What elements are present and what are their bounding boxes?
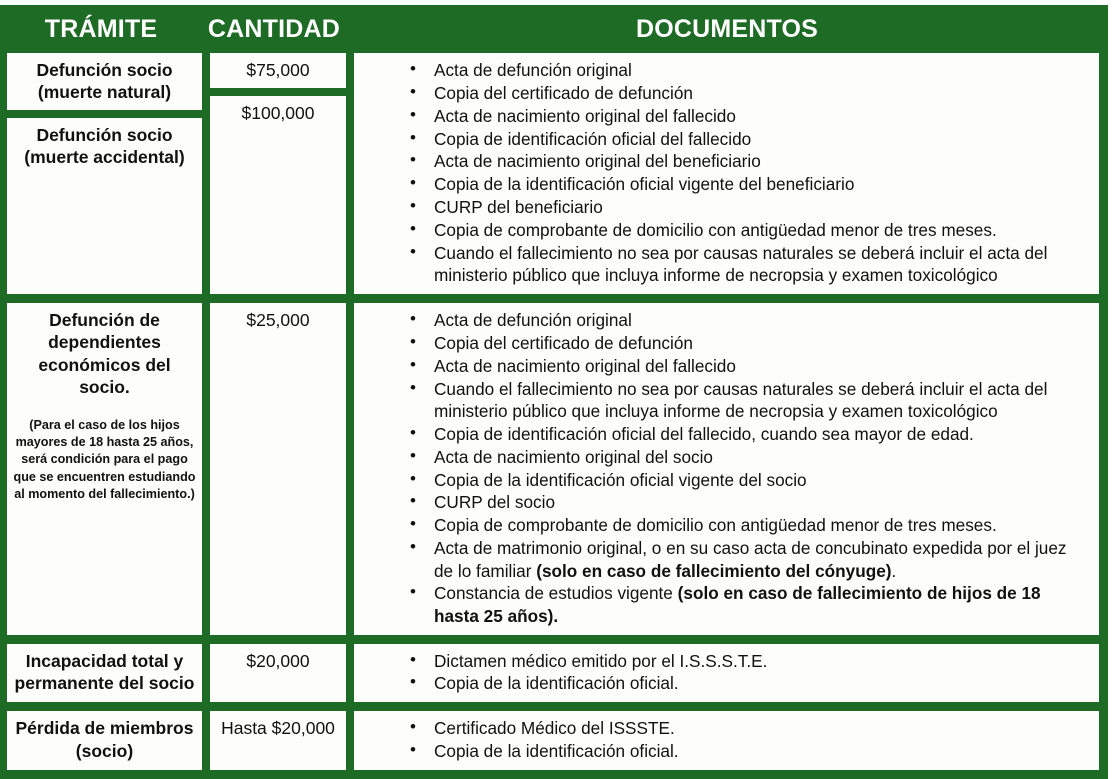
benefits-table bbox=[0, 5, 1108, 779]
documento-item: • Dictamen médico emitido por el I.S.S.S.T.E. bbox=[410, 650, 1089, 672]
table-body bbox=[0, 53, 1108, 770]
documento-item: • CURP del beneficiario bbox=[410, 196, 1089, 218]
documento-item: • Constancia de estudios vigente (solo en caso de fallecimiento de hijos de 18 hasta 25 años). bbox=[410, 582, 1089, 627]
tramite-title-line: Defunción socio bbox=[36, 124, 173, 145]
tramite-title-line: económicos del socio. bbox=[38, 354, 171, 398]
documento-item: • Copia de la identificación oficial. bbox=[410, 672, 1089, 694]
table-row-group bbox=[0, 294, 1108, 635]
documento-item: • Copia de identificación oficial del fallecido bbox=[410, 128, 1089, 150]
cantidad-column bbox=[210, 644, 346, 703]
cantidad-column bbox=[210, 53, 346, 294]
tramite-note: (Para el caso de los hijos mayores de 18 hasta 25 años, será condición para el pago que se encuentren estudiando al momento del fallecimiento.) bbox=[13, 417, 196, 502]
table-row-group bbox=[0, 53, 1108, 294]
documento-item: • Copia del certificado de defunción bbox=[410, 332, 1089, 354]
tramite-title bbox=[13, 309, 196, 399]
tramite-title-line: Incapacidad total y bbox=[25, 650, 184, 671]
tramite-title bbox=[15, 650, 195, 695]
cantidad-cell bbox=[210, 711, 346, 770]
tramite-cell bbox=[7, 303, 202, 635]
documento-emphasis: (solo en caso de fallecimiento de hijos de 18 hasta 25 años). bbox=[434, 583, 1041, 626]
documentos-cell bbox=[354, 711, 1099, 770]
tramite-cell bbox=[7, 711, 202, 770]
documento-item: • Acta de nacimiento original del fallecido bbox=[410, 355, 1089, 377]
tramite-cell bbox=[7, 53, 202, 110]
tramite-title bbox=[16, 717, 194, 762]
documento-emphasis: (solo en caso de fallecimiento del cónyuge) bbox=[536, 560, 892, 581]
tramite-title-line: Pérdida de miembros bbox=[15, 718, 194, 739]
documentos-cell bbox=[354, 53, 1099, 294]
column-header-documentos: DOCUMENTOS bbox=[635, 14, 819, 43]
documento-item: • Acta de nacimiento original del fallecido bbox=[410, 105, 1089, 127]
cantidad-column bbox=[210, 711, 346, 770]
documento-item: • Acta de matrimonio original, o en su caso acta de concubinato expedida por el juez de lo familiar (solo en caso de fallecimiento del cónyuge). bbox=[410, 537, 1089, 582]
tramite-title-line: Defunción socio bbox=[36, 60, 173, 80]
documento-item: • Copia de comprobante de domicilio con antigüedad menor de tres meses. bbox=[410, 514, 1089, 536]
documentos-cell bbox=[354, 644, 1099, 703]
documento-item: • Cuando el fallecimiento no sea por causas naturales se deberá incluir el acta del ministerio público que incluya informe de necropsia y examen toxicológico bbox=[410, 378, 1089, 423]
cantidad-column bbox=[210, 303, 346, 635]
cantidad-value: $100,000 bbox=[241, 102, 315, 123]
cantidad-cell bbox=[210, 303, 346, 635]
documentos-list bbox=[364, 650, 1089, 695]
documentos-cell bbox=[354, 303, 1099, 635]
documento-item: • Copia de la identificación oficial vigente del beneficiario bbox=[410, 173, 1089, 195]
documento-item: • Copia del certificado de defunción bbox=[410, 82, 1089, 104]
table-header-row bbox=[0, 5, 1108, 53]
tramite-cell bbox=[7, 118, 202, 294]
tramite-cell bbox=[7, 644, 202, 703]
documento-item: • Copia de la identificación oficial. bbox=[410, 740, 1089, 762]
table-row-group bbox=[0, 702, 1108, 770]
tramite-column bbox=[7, 53, 202, 294]
tramite-title-line: (muerte natural) bbox=[37, 82, 172, 103]
documento-item: • CURP del socio bbox=[410, 491, 1089, 513]
tramite-column bbox=[7, 644, 202, 703]
documento-item: • Copia de comprobante de domicilio con antigüedad menor de tres meses. bbox=[410, 219, 1089, 241]
table-row-group bbox=[0, 635, 1108, 703]
cantidad-value: $75,000 bbox=[246, 60, 310, 80]
documento-item: • Certificado Médico del ISSSTE. bbox=[410, 717, 1089, 739]
documento-item: • Copia de la identificación oficial vigente del socio bbox=[410, 469, 1089, 491]
tramite-title-line: dependientes bbox=[48, 332, 161, 353]
cantidad-cell bbox=[210, 96, 346, 294]
tramite-title bbox=[24, 124, 184, 169]
documento-item: • Copia de identificación oficial del fallecido, cuando sea mayor de edad. bbox=[410, 423, 1089, 445]
tramite-title-line: (socio) bbox=[75, 740, 134, 761]
documento-item: • Cuando el fallecimiento no sea por causas naturales se deberá incluir el acta del ministerio público que incluya informe de necropsia y examen toxicológico bbox=[410, 242, 1089, 287]
documentos-list bbox=[364, 309, 1089, 627]
documento-item: • Acta de defunción original bbox=[410, 59, 1089, 81]
documentos-list bbox=[364, 59, 1089, 287]
cantidad-cell bbox=[210, 53, 346, 88]
documentos-list bbox=[364, 717, 1089, 762]
tramite-title bbox=[36, 59, 172, 104]
documento-item: • Acta de nacimiento original del beneficiario bbox=[410, 150, 1089, 172]
column-header-tramite: TRÁMITE bbox=[44, 14, 158, 43]
cantidad-cell bbox=[210, 644, 346, 703]
column-header-cantidad: CANTIDAD bbox=[207, 14, 341, 43]
cantidad-value: Hasta $20,000 bbox=[221, 718, 335, 739]
documento-item: • Acta de defunción original bbox=[410, 309, 1089, 331]
documento-item: • Acta de nacimiento original del socio bbox=[410, 446, 1089, 468]
tramite-column bbox=[7, 711, 202, 770]
tramite-column bbox=[7, 303, 202, 635]
tramite-title-line: (muerte accidental) bbox=[24, 147, 185, 168]
tramite-title-line: Defunción de bbox=[49, 310, 160, 331]
cantidad-value: $25,000 bbox=[246, 310, 310, 331]
cantidad-value: $20,000 bbox=[246, 650, 310, 671]
tramite-title-line: permanente del socio bbox=[14, 673, 195, 694]
